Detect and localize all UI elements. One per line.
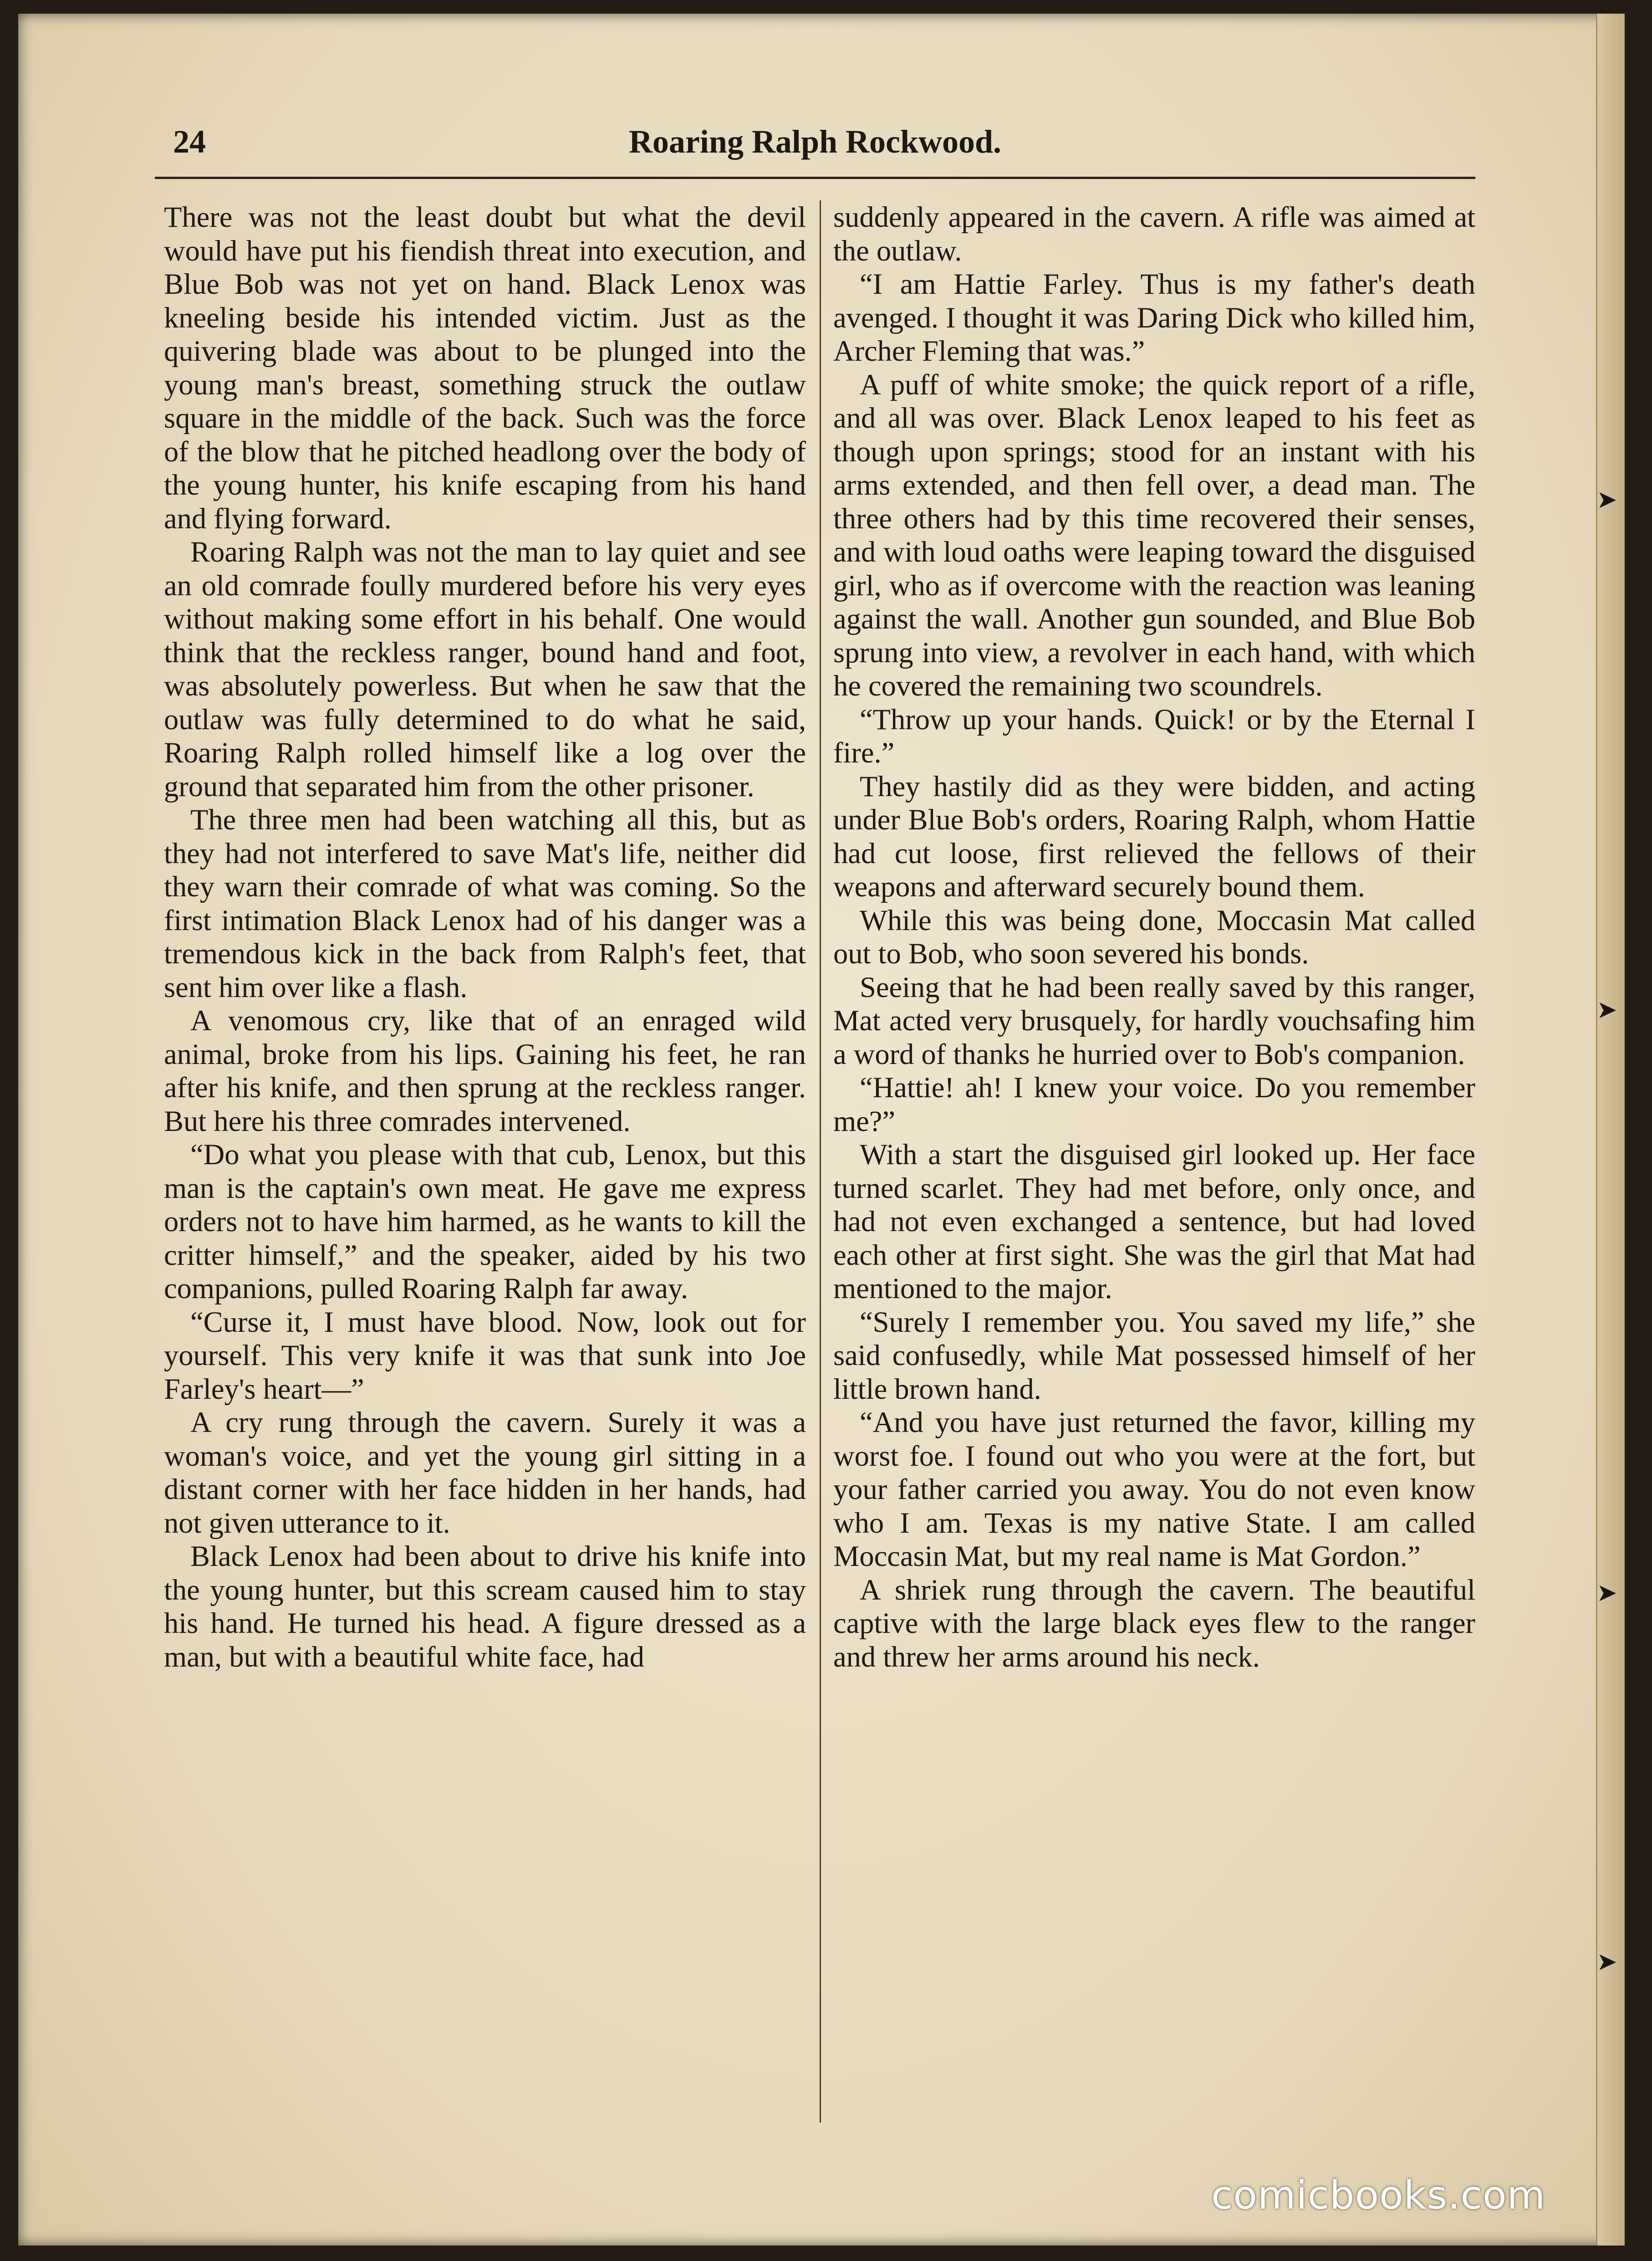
running-title: Roaring Ralph Rockwood.	[628, 123, 1002, 160]
page-number: 24	[173, 123, 206, 160]
paragraph: “Surely I remember you. You saved my life,” she said confusedly, while Mat possessed himself of her little brown hand.	[833, 1305, 1475, 1405]
paragraph: “Throw up your hands. Quick! or by the Eternal I fire.”	[833, 703, 1475, 769]
page-header	[155, 123, 1475, 173]
paragraph: Black Lenox had been about to drive his knife into the young hunter, but this scream caused him to stay his hand. He turned his head. A figure dressed as a man, but with a beautiful white face, had	[164, 1540, 806, 1673]
binding-staple-icon: ➤	[1596, 1948, 1617, 1975]
site-watermark: comicbooks.com	[1211, 2173, 1546, 2218]
binding-staple-icon: ➤	[1596, 996, 1617, 1023]
paragraph: suddenly appeared in the cavern. A rifle was aimed at the outlaw.	[833, 201, 1475, 267]
paragraph: While this was being done, Moccasin Mat called out to Bob, who soon severed his bonds.	[833, 904, 1475, 970]
binding-staple-icon: ➤	[1596, 486, 1617, 513]
paragraph: “I am Hattie Farley. Thus is my father's death avenged. I thought it was Daring Dick who killed him, Archer Fleming that was.”	[833, 268, 1475, 367]
book-page	[18, 14, 1625, 2246]
left-column	[164, 200, 806, 2136]
paragraph: A cry rung through the cavern. Surely it was a woman's voice, and yet the young girl sitting in a distant corner with her face hidden in her hands, had not given utterance to it.	[164, 1406, 806, 1539]
paragraph: A puff of white smoke; the quick report of a rifle, and all was over. Black Lenox leaped to his feet as though upon springs; stood for an instant with his arms extended, and then fell over, a dead man. The three others had by this time recovered their senses, and with loud oaths were leaping toward the disguised girl, who as if overcome with the reaction was leaning against the wall. Another gun sounded, and Blue Bob sprung into view, a revolver in each hand, with which he covered the remaining two scoundrels.	[833, 368, 1475, 702]
header-rule	[155, 177, 1475, 179]
paragraph: “And you have just returned the favor, killing my worst foe. I found out who you were at the fort, but your father carried you away. You do not even know who I am. Texas is my native State. I am called Moccasin Mat, but my real name is Mat Gordon.”	[833, 1406, 1475, 1572]
paragraph: “Hattie! ah! I knew your voice. Do you remember me?”	[833, 1071, 1475, 1137]
paragraph: They hastily did as they were bidden, and acting under Blue Bob's orders, Roaring Ralph, whom Hattie had cut loose, first relieved the fellows of their weapons and afterward securely bound them.	[833, 770, 1475, 903]
right-column	[833, 200, 1475, 2136]
paragraph: A venomous cry, like that of an enraged wild animal, broke from his lips. Gaining his feet, he ran after his knife, and then sprung at the reckless ranger. But here his three comrades intervened.	[164, 1004, 806, 1137]
paragraph: A shriek rung through the cavern. The beautiful captive with the large black eyes flew to the ranger and threw her arms around his neck.	[833, 1573, 1475, 1673]
paragraph: Roaring Ralph was not the man to lay quiet and see an old comrade foully murdered before his very eyes without making some effort in his behalf. One would think that the reckless ranger, bound hand and foot, was absolutely powerless. But when he saw that the outlaw was fully determined to do what he said, Roaring Ralph rolled himself like a log over the ground that separated him from the other prisoner.	[164, 536, 806, 803]
paragraph: With a start the disguised girl looked up. Her face turned scarlet. They had met before, only once, and had not even exchanged a sentence, but had loved each other at first sight. She was the girl that Mat had mentioned to the major.	[833, 1138, 1475, 1304]
paragraph: There was not the least doubt but what the devil would have put his fiendish threat into execution, and Blue Bob was not yet on hand. Black Lenox was kneeling beside his intended victim. Just as the quivering blade was about to be plunged into the young man's breast, something struck the outlaw square in the middle of the back. Such was the force of the blow that he pitched headlong over the body of the young hunter, his knife escaping from his hand and flying forward.	[164, 201, 806, 535]
paragraph: “Curse it, I must have blood. Now, look out for yourself. This very knife it was that sunk into Joe Farley's heart—”	[164, 1305, 806, 1405]
paragraph: The three men had been watching all this, but as they had not interfered to save Mat's life, neither did they warn their comrade of what was coming. So the first intimation Black Lenox had of his danger was a tremendous kick in the back from Ralph's feet, that sent him over like a flash.	[164, 803, 806, 1003]
paragraph: Seeing that he had been really saved by this ranger, Mat acted very brusquely, for hardly vouchsafing him a word of thanks he hurried over to Bob's companion.	[833, 971, 1475, 1070]
page-spine	[1596, 14, 1625, 2246]
paragraph: “Do what you please with that cub, Lenox, but this man is the captain's own meat. He gave me express orders not to have him harmed, as he wants to kill the critter himself,” and the speaker, aided by his two companions, pulled Roaring Ralph far away.	[164, 1138, 806, 1304]
binding-staple-icon: ➤	[1596, 1579, 1617, 1606]
column-divider	[820, 200, 821, 2123]
